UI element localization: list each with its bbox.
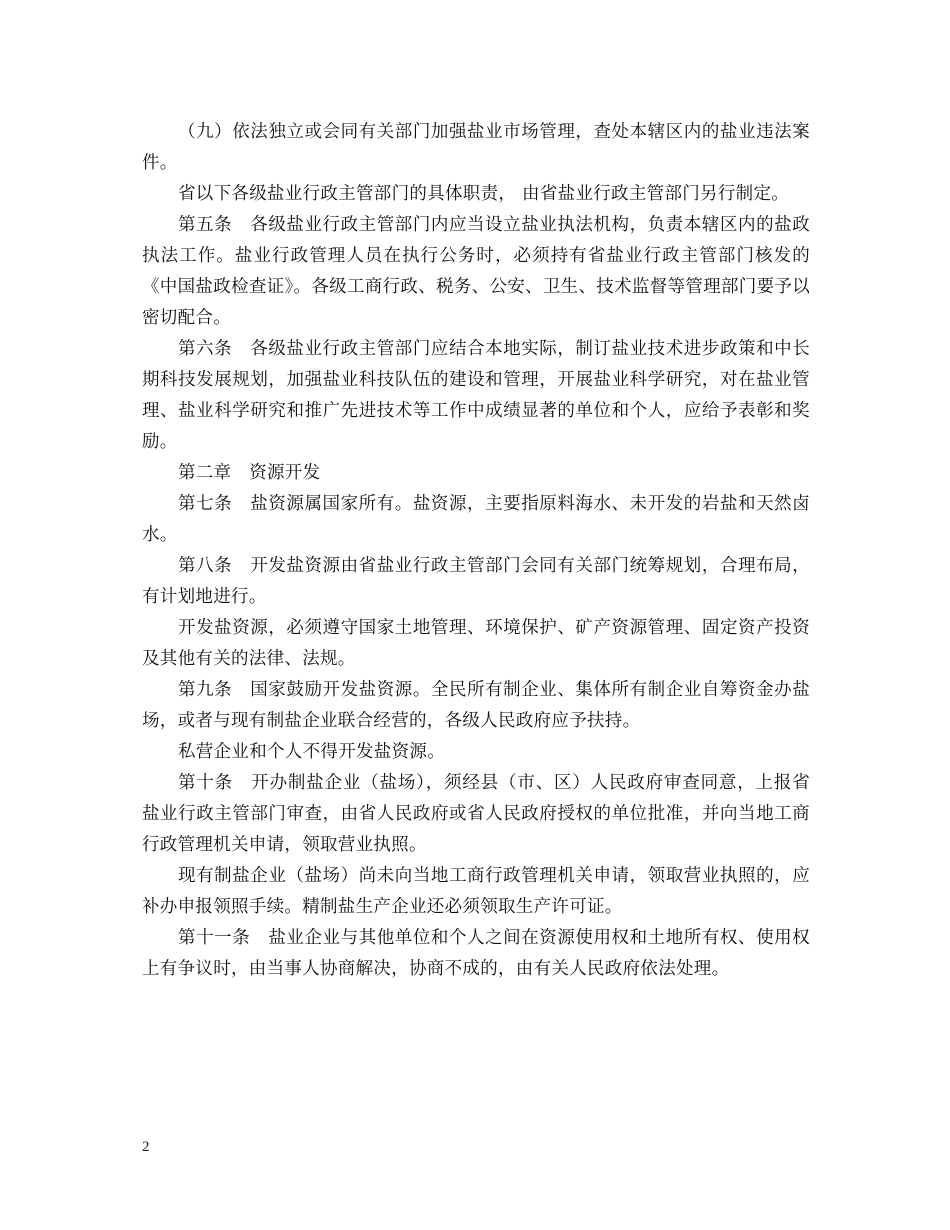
document-body	[142, 117, 810, 985]
paragraph: 第十条 开办制盐企业（盐场），须经县（市、区）人民政府审查同意，上报省盐业行政主管部门审查，由省人民政府或省人民政府授权的单位批准，并向当地工商行政管理机关申请，领取营业执照。	[142, 773, 810, 855]
paragraph: （九）依法独立或会同有关部门加强盐业市场管理，查处本辖区内的盐业违法案件。	[142, 122, 810, 173]
paragraph: 第五条 各级盐业行政主管部门内应当设立盐业执法机构，负责本辖区内的盐政执法工作。盐业行政管理人员在执行公务时，必须持有省盐业行政主管部门核发的《中国盐政检查证》。各级工商行政、税务、公安、卫生、技术监督等管理部门要予以密切配合。	[142, 215, 810, 328]
paragraph: 第六条 各级盐业行政主管部门应结合本地实际，制订盐业技术进步政策和中长期科技发展规划，加强盐业科技队伍的建设和管理，开展盐业科学研究，对在盐业管理、盐业科学研究和推广先进技术等工作中成绩显著的单位和个人，应给予表彰和奖励。	[142, 339, 810, 452]
chapter-heading: 第二章 资源开发	[178, 463, 321, 483]
paragraph: 第七条 盐资源属国家所有。盐资源，主要指原料海水、未开发的岩盐和天然卤水。	[142, 494, 810, 545]
paragraph: 私营企业和个人不得开发盐资源。	[178, 742, 445, 762]
paragraph: 第十一条 盐业企业与其他单位和个人之间在资源使用权和土地所有权、使用权上有争议时，由当事人协商解决，协商不成的，由有关人民政府依法处理。	[142, 928, 810, 979]
page-number: 2	[142, 1139, 150, 1155]
paragraph: 省以下各级盐业行政主管部门的具体职责， 由省盐业行政主管部门另行制定。	[178, 184, 790, 204]
paragraph: 现有制盐企业（盐场）尚未向当地工商行政管理机关申请，领取营业执照的，应补办申报领照手续。精制盐生产企业还必须领取生产许可证。	[142, 866, 810, 917]
paragraph: 第九条 国家鼓励开发盐资源。全民所有制企业、集体所有制企业自筹资金办盐场，或者与现有制盐企业联合经营的，各级人民政府应予扶持。	[142, 680, 810, 731]
paragraph: 第八条 开发盐资源由省盐业行政主管部门会同有关部门统筹规划，合理布局，有计划地进行。	[142, 556, 810, 607]
paragraph: 开发盐资源，必须遵守国家土地管理、环境保护、矿产资源管理、固定资产投资及其他有关的法律、法规。	[142, 618, 810, 669]
